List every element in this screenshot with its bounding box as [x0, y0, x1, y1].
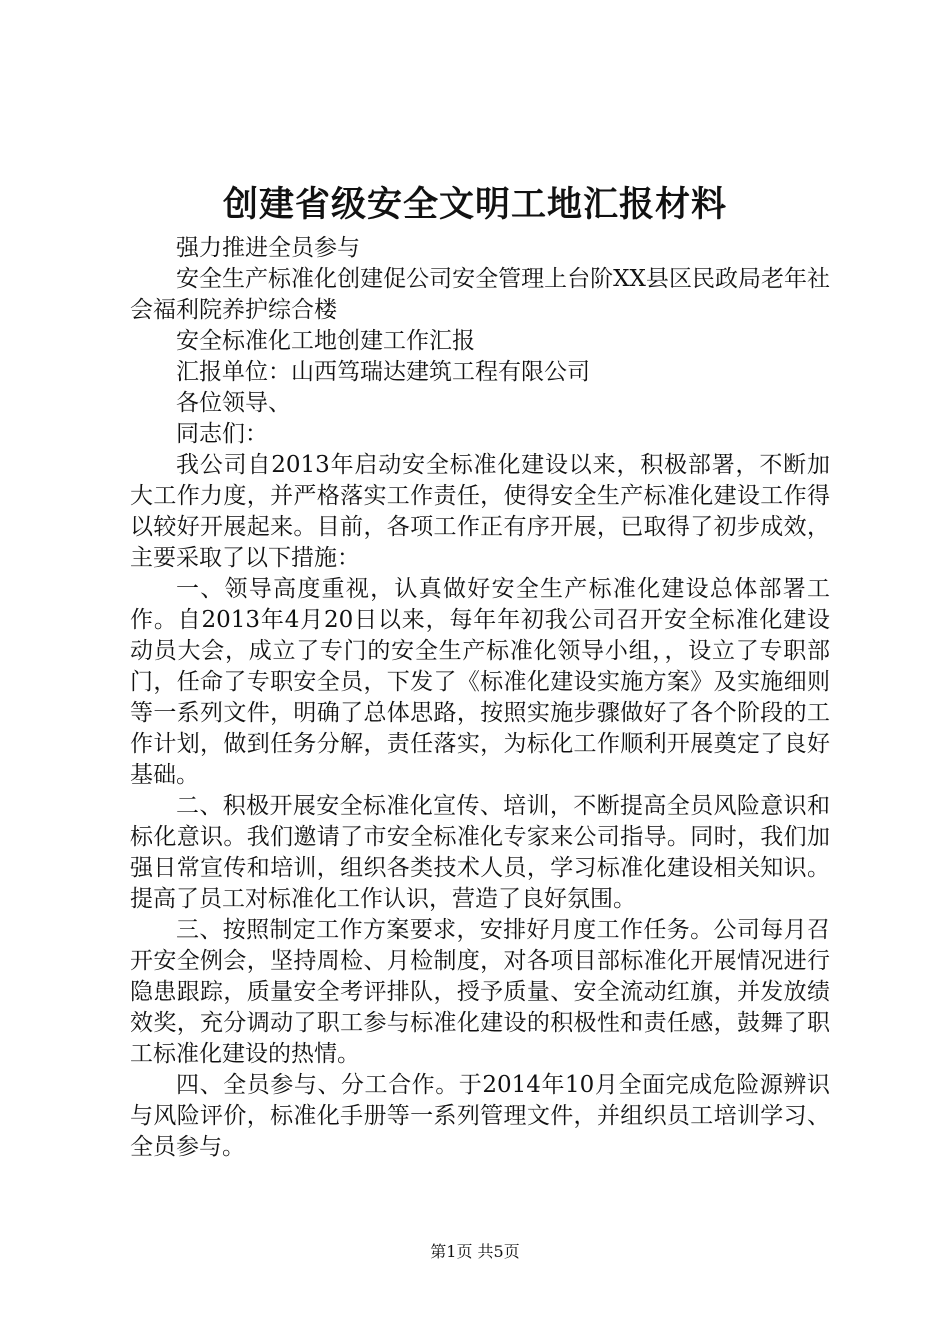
paragraph-5: 各位领导、 — [176, 390, 291, 416]
paragraph-1: 强力推进全员参与 — [176, 235, 360, 261]
paragraph-7: 我公司自2013年启动安全标准化建设以来，积极部署，不断加大工作力度，并严格落实工作责任，使得安全生产标准化建设工作得以较好开展起来。目前，各项工作正有序开展，已取得了初步成效，主要采取了以下措施： — [130, 452, 830, 571]
paragraph-10: 三、按照制定工作方案要求，安排好月度工作任务。公司每月召开安全例会，坚持周检、月检制度，对各项目部标准化开展情况进行隐患跟踪，质量安全考评排队，授予质量、安全流动红旗，并发放绩效奖，充分调动了职工参与标准化建设的积极性和责任感，鼓舞了职工标准化建设的热情。 — [130, 917, 830, 1067]
page-footer: 第1页 共5页 — [430, 1242, 520, 1261]
paragraph-8: 一、领导高度重视，认真做好安全生产标准化建设总体部署工作。自2013年4月20日以来，每年年初我公司召开安全标准化建设动员大会，成立了专门的安全生产标准化领导小组，，设立了专职部门，任命了专职安全员，下发了《标准化建设实施方案》及实施细则等一系列文件，明确了总体思路，按照实施步骤做好了各个阶段的工作计划，做到任务分解，责任落实，为标化工作顺利开展奠定了良好基础。 — [130, 576, 830, 788]
paragraph-9: 二、积极开展安全标准化宣传、培训，不断提高全员风险意识和标化意识。我们邀请了市安全标准化专家来公司指导。同时，我们加强日常宣传和培训，组织各类技术人员，学习标准化建设相关知识。提高了员工对标准化工作认识，营造了良好氛围。 — [130, 793, 830, 912]
paragraph-3: 安全标准化工地创建工作汇报 — [176, 328, 475, 354]
paragraph-11: 四、全员参与、分工合作。于2014年10月全面完成危险源辨识与风险评价，标准化手册等一系列管理文件，并组织员工培训学习、全员参与。 — [130, 1072, 830, 1160]
paragraph-6: 同志们： — [176, 421, 268, 447]
paragraph-2: 安全生产标准化创建促公司安全管理上台阶XX县区民政局老年社会福利院养护综合楼 — [130, 266, 830, 323]
paragraph-4: 汇报单位：山西笃瑞达建筑工程有限公司 — [176, 359, 590, 385]
document-title: 创建省级安全文明工地汇报材料 — [222, 184, 727, 225]
document-body — [130, 233, 830, 1163]
